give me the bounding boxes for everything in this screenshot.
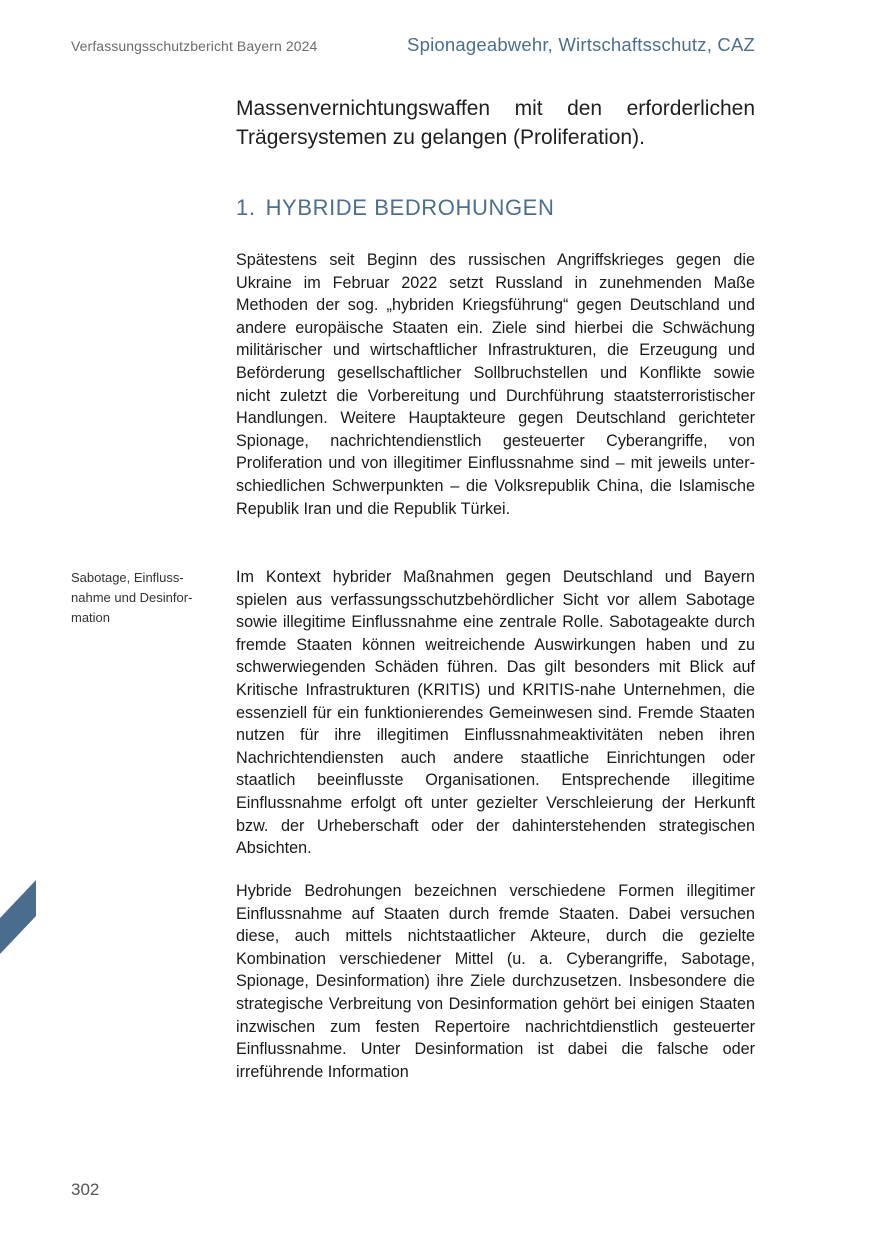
margin-note: Sabotage, Einflussnahme und Desinformation [71, 570, 193, 625]
edge-tab-shape [0, 880, 36, 954]
intro-text: Massenvernichtungswaffen mit den erforderlichen Trägersystemen zu gelangen (Proliferation). [236, 97, 755, 149]
section-title: HYBRIDE BEDROHUNGEN [265, 195, 555, 220]
body-paragraph: Hybride Bedrohungen bezeichnen verschiedene Formen illegitimer Einflussnahme auf Staaten durch fremde Staaten. Dabei versuchen diese, auch mittels nichtstaatlicher Akteure, durch die gezielte Kombination verschiedener Mittel (u. a. Cyberangriffe, Sabotage, Spionage, Desinformation) ihre Ziele durchzusetzen. Insbesondere die strategische Verbreitung von Desinformation gehört bei einigen Staaten inzwischen zum festen Repertoire nachrichtdienstlich gesteuerter Einflussnahme. Unter Desinformation ist dabei die falsche oder irreführende Information [236, 882, 755, 1081]
running-header-left: Verfassungsschutzbericht Bayern 2024 [71, 38, 318, 54]
section-heading [236, 195, 554, 221]
section-number: 1. [236, 195, 256, 220]
chapter-edge-tab [0, 880, 36, 954]
running-header-section: Spionageabwehr, Wirtschaftsschutz, CAZ [407, 34, 755, 55]
body-paragraph: Spätestens seit Beginn des russischen Angriffskrieges gegen die Ukraine im Februar 2022 setzt Russland in zunehmenden Maße Methoden der sog. „hybriden Kriegsführung“ gegen Deutschland und andere europäische Staaten ein. Ziele sind hierbei die Schwächung militärischer und wirtschaftlicher Infrastrukturen, die Erzeugung und Beförderung gesellschaftlicher Sollbruchstellen und Konflikte sowie nicht zuletzt die Vorbereitung und Durchführung staatsterroristischer Handlungen. Weitere Hauptakteure gegen Deutschland gerichteter Spionage, nachrichtendienstlich gesteuerter Cyberangriffe, von Proliferation und von illegitimer Einflussnahme sind – mit jeweils unterschiedlichen Schwerpunkten – die Volksrepublik China, die Islamische Republik Iran und die Republik Türkei. [236, 251, 755, 518]
page-number: 302 [71, 1180, 100, 1199]
body-paragraph: Im Kontext hybrider Maßnahmen gegen Deutschland und Bayern spielen aus verfassungsschutzbehördlicher Sicht vor allem Sabotage sowie illegitime Einflussnahme eine zentrale Rolle. Sabotageakte durch fremde Staaten können weitreichende Auswirkungen haben und zu schwerwiegenden Schäden führen. Das gilt besonders mit Blick auf Kritische Infrastrukturen (KRITIS) und KRITIS-nahe Unternehmen, die essenziell für ein funktionierendes Gemeinwesen sind. Fremde Staaten nutzen für ihre illegitimen Einflussnahmeaktivitäten neben ihren Nachrichtendiensten auch andere staatliche Einrichtungen oder staatlich beeinflusste Organisationen. Entsprechende illegitime Einflussnahme erfolgt oft unter gezielter Verschleierung der Herkunft bzw. der Urheberschaft oder der dahinterstehenden strategischen Absichten. [236, 568, 755, 858]
